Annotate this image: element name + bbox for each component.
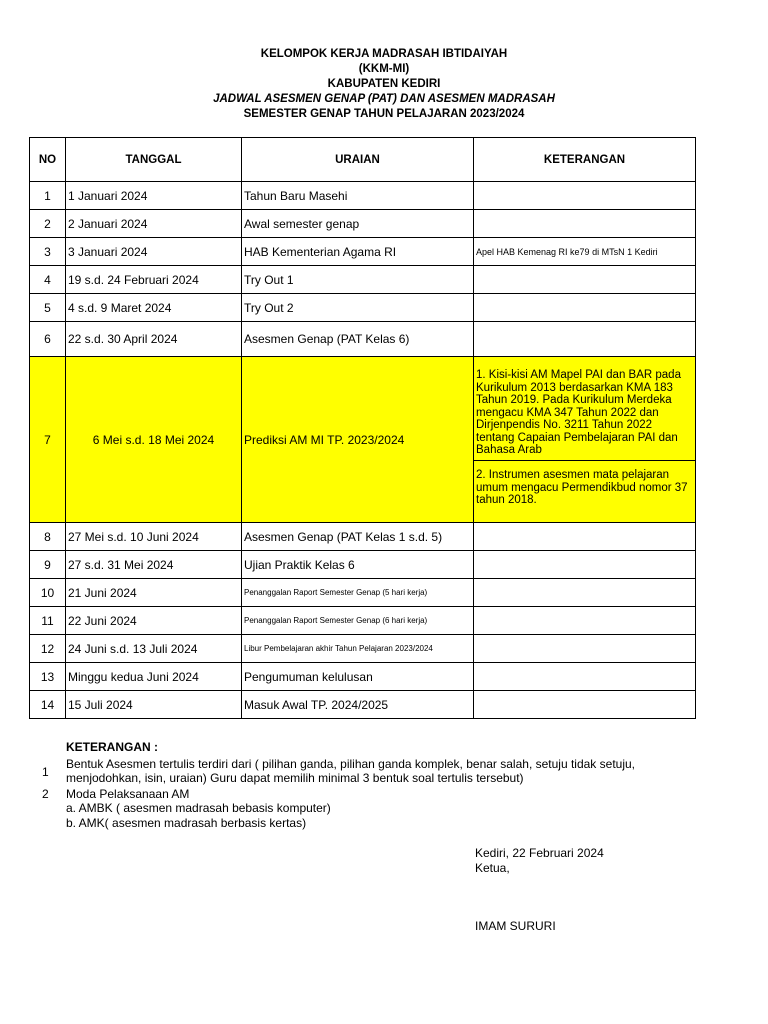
notes-title: KETERANGAN :	[66, 740, 158, 754]
table-row-highlighted	[30, 357, 696, 523]
row-uraian: Try Out 2	[242, 294, 474, 322]
table-row	[30, 294, 696, 322]
document-header	[0, 47, 768, 122]
row-uraian: Prediksi AM MI TP. 2023/2024	[242, 357, 474, 523]
row-keterangan	[474, 210, 696, 238]
table-row	[30, 523, 696, 551]
row-no: 5	[30, 294, 66, 322]
row-no: 13	[30, 663, 66, 691]
table-row	[30, 266, 696, 294]
note-text: Moda Pelaksanaan AM	[66, 787, 190, 801]
row-keterangan	[474, 357, 696, 523]
table-row	[30, 635, 696, 663]
note-text: a. AMBK ( asesmen madrasah bebasis komputer)	[66, 801, 331, 815]
row-no: 6	[30, 322, 66, 357]
table-row	[30, 607, 696, 635]
row-uraian: Try Out 1	[242, 266, 474, 294]
row-keterangan	[474, 523, 696, 551]
row-uraian: Asesmen Genap (PAT Kelas 1 s.d. 5)	[242, 523, 474, 551]
row-no: 4	[30, 266, 66, 294]
row-tanggal: 19 s.d. 24 Februari 2024	[66, 266, 242, 294]
row-keterangan	[474, 663, 696, 691]
row-uraian: Awal semester genap	[242, 210, 474, 238]
table-row	[30, 322, 696, 357]
row-uraian: Penanggalan Raport Semester Genap (6 hari kerja)	[242, 607, 474, 635]
header-region: KABUPATEN KEDIRI	[327, 78, 441, 90]
row-uraian: Asesmen Genap (PAT Kelas 6)	[242, 322, 474, 357]
row-tanggal: Minggu kedua Juni 2024	[66, 663, 242, 691]
note-number: 2	[42, 787, 49, 801]
row-no: 10	[30, 579, 66, 607]
header-org: KELOMPOK KERJA MADRASAH IBTIDAIYAH	[260, 48, 508, 60]
row-keterangan	[474, 635, 696, 663]
row-keterangan	[474, 322, 696, 357]
row-keterangan	[474, 182, 696, 210]
header-title: JADWAL ASESMEN GENAP (PAT) DAN ASESMEN MADRASAH	[213, 93, 555, 105]
signature-role: Ketua,	[475, 861, 510, 875]
keterangan-note-2: 2. Instrumen asesmen mata pelajaran umum mengacu Permendikbud nomor 37 tahun 2018.	[476, 469, 688, 506]
row-tanggal: 24 Juni s.d. 13 Juli 2024	[66, 635, 242, 663]
row-tanggal: 4 s.d. 9 Maret 2024	[66, 294, 242, 322]
column-header-tanggal: TANGGAL	[66, 138, 242, 182]
row-keterangan	[474, 607, 696, 635]
table-row	[30, 238, 696, 266]
row-no: 12	[30, 635, 66, 663]
header-org-abbr: (KKM-MI)	[358, 63, 410, 75]
header-subtitle: SEMESTER GENAP TAHUN PELAJARAN 2023/2024	[243, 108, 525, 120]
note-text: Bentuk Asesmen tertulis terdiri dari ( pilihan ganda, pilihan ganda komplek, benar salah, setuju tidak setuju, menjodohkan, isin, uraian) Guru dapat memilih minimal 3 bentuk soal tertulis tersebut)	[66, 757, 635, 785]
row-uraian: Libur Pembelajaran akhir Tahun Pelajaran 2023/2024	[242, 635, 474, 663]
row-tanggal: 22 Juni 2024	[66, 607, 242, 635]
schedule-table	[29, 137, 696, 719]
row-no: 1	[30, 182, 66, 210]
column-header-uraian: URAIAN	[242, 138, 474, 182]
row-uraian: Penanggalan Raport Semester Genap (5 hari kerja)	[242, 579, 474, 607]
row-no: 2	[30, 210, 66, 238]
table-row	[30, 579, 696, 607]
signature-name: IMAM SURURI	[475, 919, 556, 933]
row-uraian: Masuk Awal TP. 2024/2025	[242, 691, 474, 719]
row-no: 14	[30, 691, 66, 719]
row-uraian: HAB Kementerian Agama RI	[242, 238, 474, 266]
table-row	[30, 210, 696, 238]
row-no: 11	[30, 607, 66, 635]
table-row	[30, 663, 696, 691]
row-tanggal: 27 s.d. 31 Mei 2024	[66, 551, 242, 579]
row-uraian: Pengumuman kelulusan	[242, 663, 474, 691]
keterangan-note-1: 1. Kisi-kisi AM Mapel PAI dan BAR pada Kurikulum 2013 berdasarkan KMA 183 Tahun 2019. Pada Kurikulum Merdeka mengacu KMA 347 Tahun 2022 dan Dirjenpendis No. 3211 Tahun 2022 tentang Capaian Pembelajaran PAI dan Bahasa Arab	[474, 357, 695, 461]
signature-place-date: Kediri, 22 Februari 2024	[475, 846, 604, 860]
column-header-no: NO	[30, 138, 66, 182]
table-row	[30, 551, 696, 579]
row-no: 9	[30, 551, 66, 579]
row-tanggal: 27 Mei s.d. 10 Juni 2024	[66, 523, 242, 551]
row-uraian: Ujian Praktik Kelas 6	[242, 551, 474, 579]
table-row	[30, 691, 696, 719]
row-tanggal: 6 Mei s.d. 18 Mei 2024	[66, 357, 242, 523]
table-row	[30, 182, 696, 210]
row-keterangan	[474, 551, 696, 579]
row-no: 8	[30, 523, 66, 551]
row-keterangan: Apel HAB Kemenag RI ke79 di MTsN 1 Kediri	[474, 238, 696, 266]
row-tanggal: 21 Juni 2024	[66, 579, 242, 607]
row-uraian: Tahun Baru Masehi	[242, 182, 474, 210]
row-no: 7	[30, 357, 66, 523]
row-tanggal: 1 Januari 2024	[66, 182, 242, 210]
row-keterangan	[474, 294, 696, 322]
note-number: 1	[42, 765, 49, 779]
row-tanggal: 2 Januari 2024	[66, 210, 242, 238]
row-keterangan	[474, 579, 696, 607]
row-keterangan	[474, 691, 696, 719]
column-header-keterangan: KETERANGAN	[474, 138, 696, 182]
row-tanggal: 3 Januari 2024	[66, 238, 242, 266]
row-no: 3	[30, 238, 66, 266]
note-text: b. AMK( asesmen madrasah berbasis kertas)	[66, 816, 307, 830]
row-tanggal: 15 Juli 2024	[66, 691, 242, 719]
row-keterangan	[474, 266, 696, 294]
row-tanggal: 22 s.d. 30 April 2024	[66, 322, 242, 357]
signature-block	[475, 846, 604, 933]
